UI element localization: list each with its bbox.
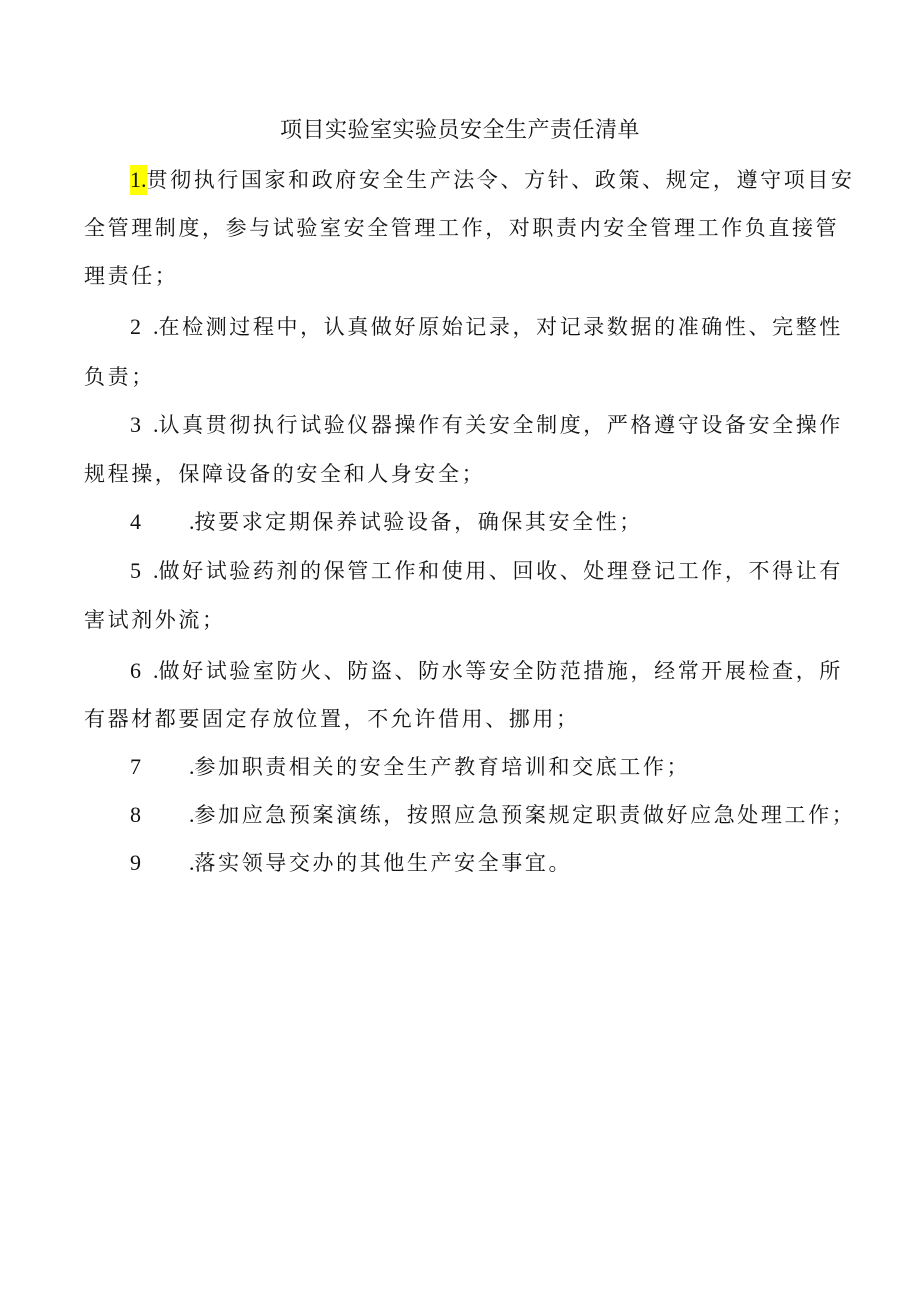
list-item-9-line-1: 9 .落实领导交办的其他生产安全事宜。 <box>84 848 882 878</box>
item-3-text-line-1: 认真贯彻执行试验仪器操作有关安全制度，严格遵守设备安全操作 <box>158 413 843 437</box>
list-item-4-line-1: 4 .按要求定期保养试验设备，确保其安全性； <box>84 507 882 537</box>
item-1-text-line-2: 全管理制度，参与试验室安全管理工作，对职责内安全管理工作负直接管 <box>84 216 840 240</box>
list-item-6-line-1: 6 .做好试验室防火、防盗、防水等安全防范措施，经常开展检查，所 <box>84 656 882 686</box>
item-1-text-line-3: 理责任； <box>84 264 179 288</box>
item-2-text-line-2: 负责； <box>84 365 155 389</box>
list-item-2-line-1: 2 .在检测过程中，认真做好原始记录，对记录数据的准确性、完整性 <box>84 312 882 342</box>
item-7-text-line-1: 参加职责相关的安全生产教育培训和交底工作； <box>194 755 691 779</box>
item-4-text-line-1: 按要求定期保养试验设备，确保其安全性； <box>194 510 643 534</box>
item-number-5: 5 <box>130 558 141 583</box>
list-item-5-line-1: 5 .做好试验药剂的保管工作和使用、回收、处理登记工作，不得让有 <box>84 556 882 586</box>
item-6-text-line-1: 做好试验室防火、防盗、防水等安全防范措施，经常开展检查，所 <box>158 659 843 683</box>
item-number-7: 7 <box>130 754 141 779</box>
list-item-1-line-1 <box>84 165 882 195</box>
item-8-text-line-1: 参加应急预案演练，按照应急预案规定职责做好应急处理工作； <box>194 803 856 827</box>
item-1-text-line-1: 贯彻执行国家和政府安全生产法令、方针、政策、规定，遵守项目安 <box>146 168 855 192</box>
item-number-1: 1. <box>130 165 147 195</box>
list-item-3-line-1: 3 .认真贯彻执行试验仪器操作有关安全制度，严格遵守设备安全操作 <box>84 410 882 440</box>
list-item-7-line-1: 7 .参加职责相关的安全生产教育培训和交底工作； <box>84 752 882 782</box>
item-number-6: 6 <box>130 658 141 683</box>
item-number-9: 9 <box>130 850 141 875</box>
item-number-8: 8 <box>130 802 141 827</box>
item-6-text-line-2: 有器材都要固定存放位置，不允许借用、挪用； <box>84 707 580 731</box>
document-title: 项目实验室实验员安全生产责任清单 <box>279 118 640 143</box>
item-5-text-line-1: 做好试验药剂的保管工作和使用、回收、处理登记工作，不得让有 <box>158 559 843 583</box>
item-9-text-line-1: 落实领导交办的其他生产安全事宜。 <box>194 851 573 875</box>
item-5-text-line-2: 害试剂外流； <box>84 608 226 632</box>
item-number-3: 3 <box>130 412 141 437</box>
item-number-2: 2 <box>130 314 141 339</box>
list-item-8-line-1: 8 .参加应急预案演练，按照应急预案规定职责做好应急处理工作； <box>84 800 882 830</box>
item-2-text-line-1: 在检测过程中，认真做好原始记录，对记录数据的准确性、完整性 <box>158 315 843 339</box>
item-number-4: 4 <box>130 509 141 534</box>
item-3-text-line-2: 规程操，保障设备的安全和人身安全； <box>84 462 486 486</box>
